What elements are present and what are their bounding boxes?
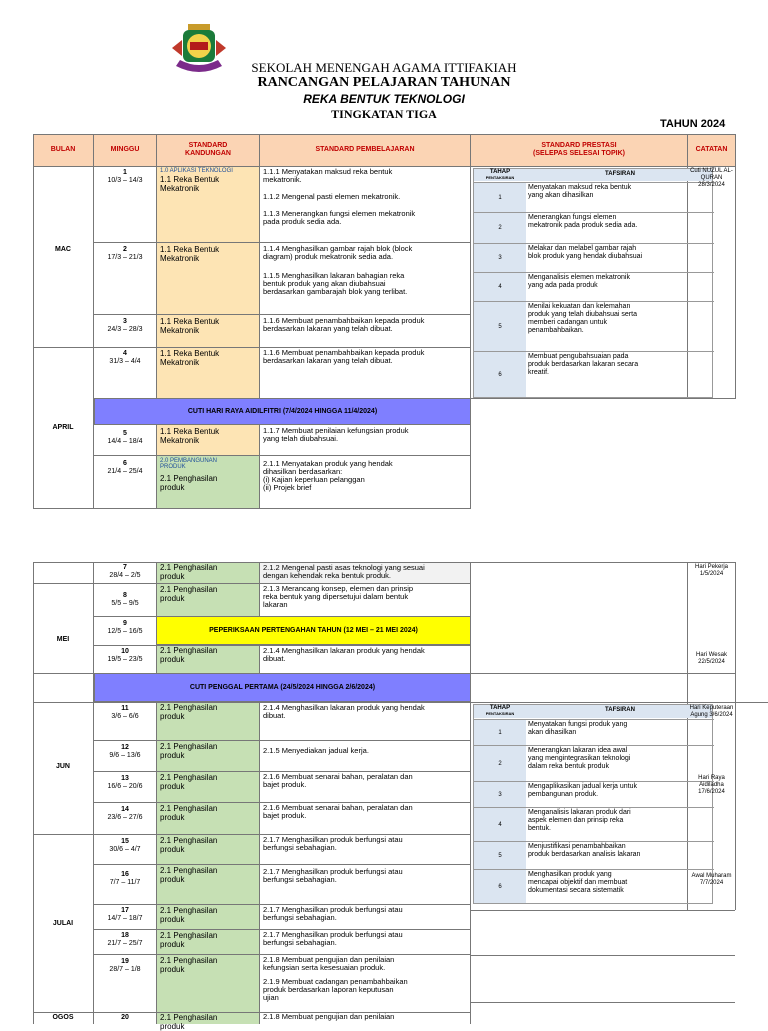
sp-item: 1.1.6 Membuat penambahbaikan kepada produk berdasarkan lakaran yang telah dibuat. (263, 316, 425, 333)
grid-line (471, 910, 735, 911)
grid-line (735, 562, 736, 910)
exam-banner: PEPERIKSAAN PERTENGAHAN TAHUN (12 MEI – 21 MEI 2024) (156, 616, 471, 645)
prestasi-row: 6 Membuat pengubahsuaian pada produk berdasarkan lakaran secara kreatif. (474, 351, 714, 397)
week-number: 12 9/6 – 13/6 (109, 744, 141, 759)
week-number: 19 28/7 – 1/8 (109, 958, 141, 973)
prestasi-row: 2 Menerangkan lakaran idea awal yang mengintegrasikan teknologi dalam reka bentuk produk (474, 745, 714, 781)
prestasi-row: 6 Menghasilkan produk yang mencapai objektif dan membuat dokumentasi secara sistematik (474, 869, 714, 903)
prestasi-row: 5 Menilai kekuatan dan kelemahan produk yang telah diubahsuai serta memberi cadangan untuk penambahbaikan. (474, 301, 714, 351)
sk-item: 2.1 Penghasilan produk (160, 563, 218, 581)
sp-item: 1.1.5 Menghasilkan lakaran bahagian reka bentuk produk yang akan diubahsuai berdasarkan gambarajah blok yang terlibat. (263, 271, 408, 296)
catatan-note: Hari Wesak 22/5/2024 (696, 652, 727, 665)
form-level: TINGKATAN TIGA (331, 107, 437, 121)
prestasi-row: 4 Menganalisis elemen mekatronik yang ada pada produk (474, 272, 714, 301)
prestasi-table (473, 704, 713, 904)
sp-item: 2.1.7 Menghasilkan produk berfungsi atau berfungsi sebahagian. (263, 905, 403, 922)
week-number: 8 5/5 – 9/5 (111, 592, 139, 607)
sk-item: 2.1 Penghasilan produk (160, 804, 218, 822)
month-label: OGOS (52, 1014, 74, 1021)
grid-line (33, 834, 471, 835)
catatan-note: Cuti NUZUL AL- QURAN 28/3/2024 (690, 168, 733, 188)
month-label: JULAI (52, 920, 74, 927)
sk-item: 2.1 Penghasilan produk (160, 906, 218, 924)
grid-line (33, 508, 471, 509)
week-number: 4 31/3 – 4/4 (109, 350, 141, 365)
column-header-bulan: BULAN (33, 134, 93, 166)
prestasi-row: 1 Menyatakan fungsi produk yang akan dihasilkan (474, 719, 714, 745)
sk-item: 2.1 Penghasilan produk (160, 646, 218, 664)
sk-item: 2.1 Penghasilan produk (160, 703, 218, 721)
sp-item: 2.1.2 Mengenal pasti asas teknologi yang sesuai dengan kehendak reka bentuk produk. (263, 563, 425, 580)
sk-item: 1.1 Reka Bentuk Mekatronik (160, 317, 220, 335)
week-number: 13 16/6 – 20/6 (107, 775, 143, 790)
prestasi-table (473, 168, 713, 398)
week-number: 7 28/4 – 2/5 (109, 564, 141, 579)
sp-item: 1.1.1 Menyatakan maksud reka bentuk mekatronik. (263, 167, 393, 184)
sk-item: 2.1 Penghasilan produk (160, 474, 218, 492)
prestasi-header (474, 705, 712, 718)
grid-line (471, 955, 735, 956)
sk-item: 1.1 Reka Bentuk Mekatronik (160, 175, 220, 193)
sp-item: 2.1.4 Menghasilkan lakaran produk yang hendak dibuat. (263, 646, 425, 663)
month-label: JUN (55, 763, 70, 770)
sp-item: 2.1.6 Membuat senarai bahan, peralatan dan bajet produk. (263, 772, 413, 789)
week-number: 1 10/3 – 14/3 (107, 169, 143, 184)
week-number: 18 21/7 – 25/7 (107, 932, 143, 947)
sk-item: 2.1 Penghasilan produk (160, 585, 218, 603)
catatan-note: Awal Muharam 7/7/2024 (691, 873, 732, 886)
prestasi-tafsiran-label: TAFSIRAN (605, 171, 635, 177)
prestasi-row: 2 Menerangkan fungsi elemen mekatronik pada produk sedia ada. (474, 212, 714, 243)
sp-item: 2.1.7 Menghasilkan produk berfungsi atau berfungsi sebahagian. (263, 930, 403, 947)
grid-line (735, 134, 736, 398)
grid-line (156, 134, 157, 508)
sp-item: 2.1.3 Merancang konsep, elemen dan prinsip reka bentuk yang dipersetujui dalam bentuk lakaran (263, 584, 414, 609)
sk-topic: 1.0 APLIKASI TEKNOLOGI (160, 168, 233, 174)
prestasi-header (474, 169, 712, 181)
week-number: 5 14/4 – 18/4 (107, 430, 143, 445)
sp-item: 1.1.6 Membuat penambahbaikan kepada produk berdasarkan lakaran yang telah dibuat. (263, 348, 425, 365)
grid-line (471, 1002, 735, 1003)
sp-item: 2.1.9 Membuat cadangan penambahbaikan produk berdasarkan laporan keputusan ujian (263, 977, 408, 1002)
prestasi-tahap-label: TAHAP PENTAKSIRAN (485, 169, 515, 180)
column-header-minggu: MINGGU (94, 134, 156, 166)
prestasi-row: 5 Menjustifikasi penambahbaikan produk berdasarkan analisis lakaran (474, 841, 714, 869)
week-number: 11 3/6 – 6/6 (111, 705, 139, 720)
month-label: MAC (55, 246, 71, 253)
grid-line (33, 134, 34, 508)
grid-line (259, 134, 260, 508)
grid-line (94, 455, 471, 456)
grid-line (94, 740, 471, 741)
subject-name: REKA BENTUK TEKNOLOGI (303, 92, 465, 106)
month-label: APRIL (52, 424, 74, 431)
week-number: 14 23/6 – 27/6 (107, 806, 143, 821)
sp-item: 2.1.8 Membuat pengujian dan penilaian kefungsian serta kesesuaian produk. (263, 955, 395, 972)
prestasi-tafsiran-label: TAFSIRAN (605, 707, 635, 713)
grid-line (33, 1012, 471, 1013)
prestasi-row: 3 Melakar dan melabel gambar rajah blok produk yang hendak diubahsuai (474, 243, 714, 272)
sk-item: 2.1 Penghasilan produk (160, 956, 218, 974)
column-header-standard-pembelajaran: STANDARD PEMBELAJARAN (260, 134, 470, 166)
week-number: 3 24/3 – 28/3 (107, 318, 143, 333)
month-label: MEI (56, 636, 70, 643)
week-number: 15 30/6 – 4/7 (109, 838, 141, 853)
week-number: 20 (121, 1014, 129, 1021)
grid-line (94, 864, 471, 865)
grid-line (94, 314, 471, 315)
sp-item: 2.1.1 Menyatakan produk yang hendak dihasilkan berdasarkan: (i) Kajian keperluan pelanggan (ii) Projek brief (263, 459, 393, 492)
sk-item: 2.1 Penghasilan produk (160, 866, 218, 884)
sp-item: 1.1.3 Menerangkan fungsi elemen mekatronik pada produk sedia ada. (263, 209, 416, 226)
sk-topic: 2.0 PEMBANGUNAN PRODUK (160, 458, 218, 470)
prestasi-row: 1 Menyatakan maksud reka bentuk yang akan dihasilkan (474, 182, 714, 212)
sk-item: 2.1 Penghasilan produk (160, 931, 218, 949)
column-header-standard-kandungan: STANDARD KANDUNGAN (157, 134, 259, 166)
grid-line (470, 398, 736, 399)
sk-item: 1.1 Reka Bentuk Mekatronik (160, 427, 220, 445)
sk-item: 2.1 Penghasilan produk (160, 836, 218, 854)
grid-line (33, 562, 34, 1024)
holiday-banner: CUTI PENGGAL PERTAMA (24/5/2024 HINGGA 2/6/2024) (94, 673, 471, 702)
catatan-note: Hari Keputeraan Agung 3/6/2024 (689, 705, 734, 718)
column-header-catatan: CATATAN (688, 134, 735, 166)
document-title: RANCANGAN PELAJARAN TAHUNAN (257, 75, 511, 90)
sp-item: 2.1.7 Menghasilkan produk berfungsi atau berfungsi sebahagian. (263, 867, 403, 884)
sp-item: 1.1.7 Membuat penilaian kefungsian produk yang telah diubahsuai. (263, 426, 409, 443)
catatan-note: Hari Pekerja 1/5/2024 (694, 564, 728, 577)
sp-item: 2.1.8 Membuat pengujian dan penilaian (263, 1012, 395, 1021)
grid-line (470, 134, 471, 508)
year-label: TAHUN 2024 (660, 118, 726, 130)
sk-item: 2.1 Penghasilan produk (160, 1013, 218, 1031)
prestasi-tahap-label: TAHAP PENTAKSIRAN (485, 705, 515, 716)
week-number: 2 17/3 – 21/3 (107, 246, 143, 261)
prestasi-row: 3 Mengaplikasikan jadual kerja untuk pembangunan produk. (474, 781, 714, 807)
sp-item: 1.1.4 Menghasilkan gambar rajah blok (block diagram) produk mekatronik sedia ada. (263, 244, 413, 261)
sp-item: 2.1.5 Menyediakan jadual kerja. (263, 746, 369, 755)
prestasi-row: 4 Menganalisis lakaran produk dari aspek elemen dan prinsip reka bentuk. (474, 807, 714, 841)
catatan-note: Hari Raya Aidiladha 17/6/2024 (698, 775, 725, 795)
week-number: 10 19/5 – 23/5 (107, 648, 143, 663)
sk-item: 2.1 Penghasilan produk (160, 742, 218, 760)
sp-item: 2.1.7 Menghasilkan produk berfungsi atau berfungsi sebahagian. (263, 835, 403, 852)
week-number: 16 7/7 – 11/7 (109, 871, 141, 886)
sk-item: 2.1 Penghasilan produk (160, 773, 218, 791)
school-name: SEKOLAH MENENGAH AGAMA ITTIFAKIAH (251, 60, 517, 75)
sk-item: 1.1 Reka Bentuk Mekatronik (160, 349, 220, 367)
week-number: 9 12/5 – 16/5 (107, 620, 143, 635)
week-number: 17 14/7 – 18/7 (107, 907, 143, 922)
holiday-banner: CUTI HARI RAYA AIDILFITRI (7/4/2024 HINGGA 11/4/2024) (94, 398, 471, 425)
column-header-standard-prestasi: STANDARD PRESTASI (SELEPAS SELESAI TOPIK) (471, 134, 687, 166)
week-number: 6 21/4 – 25/4 (107, 460, 143, 475)
sp-item: 2.1.4 Menghasilkan lakaran produk yang hendak dibuat. (263, 703, 425, 720)
sp-item: 2.1.6 Membuat senarai bahan, peralatan dan bajet produk. (263, 803, 413, 820)
grid-line (33, 134, 735, 135)
sk-item: 1.1 Reka Bentuk Mekatronik (160, 245, 220, 263)
sp-item: 1.1.2 Mengenal pasti elemen mekatronik. (263, 192, 401, 201)
grid-line (94, 242, 471, 243)
